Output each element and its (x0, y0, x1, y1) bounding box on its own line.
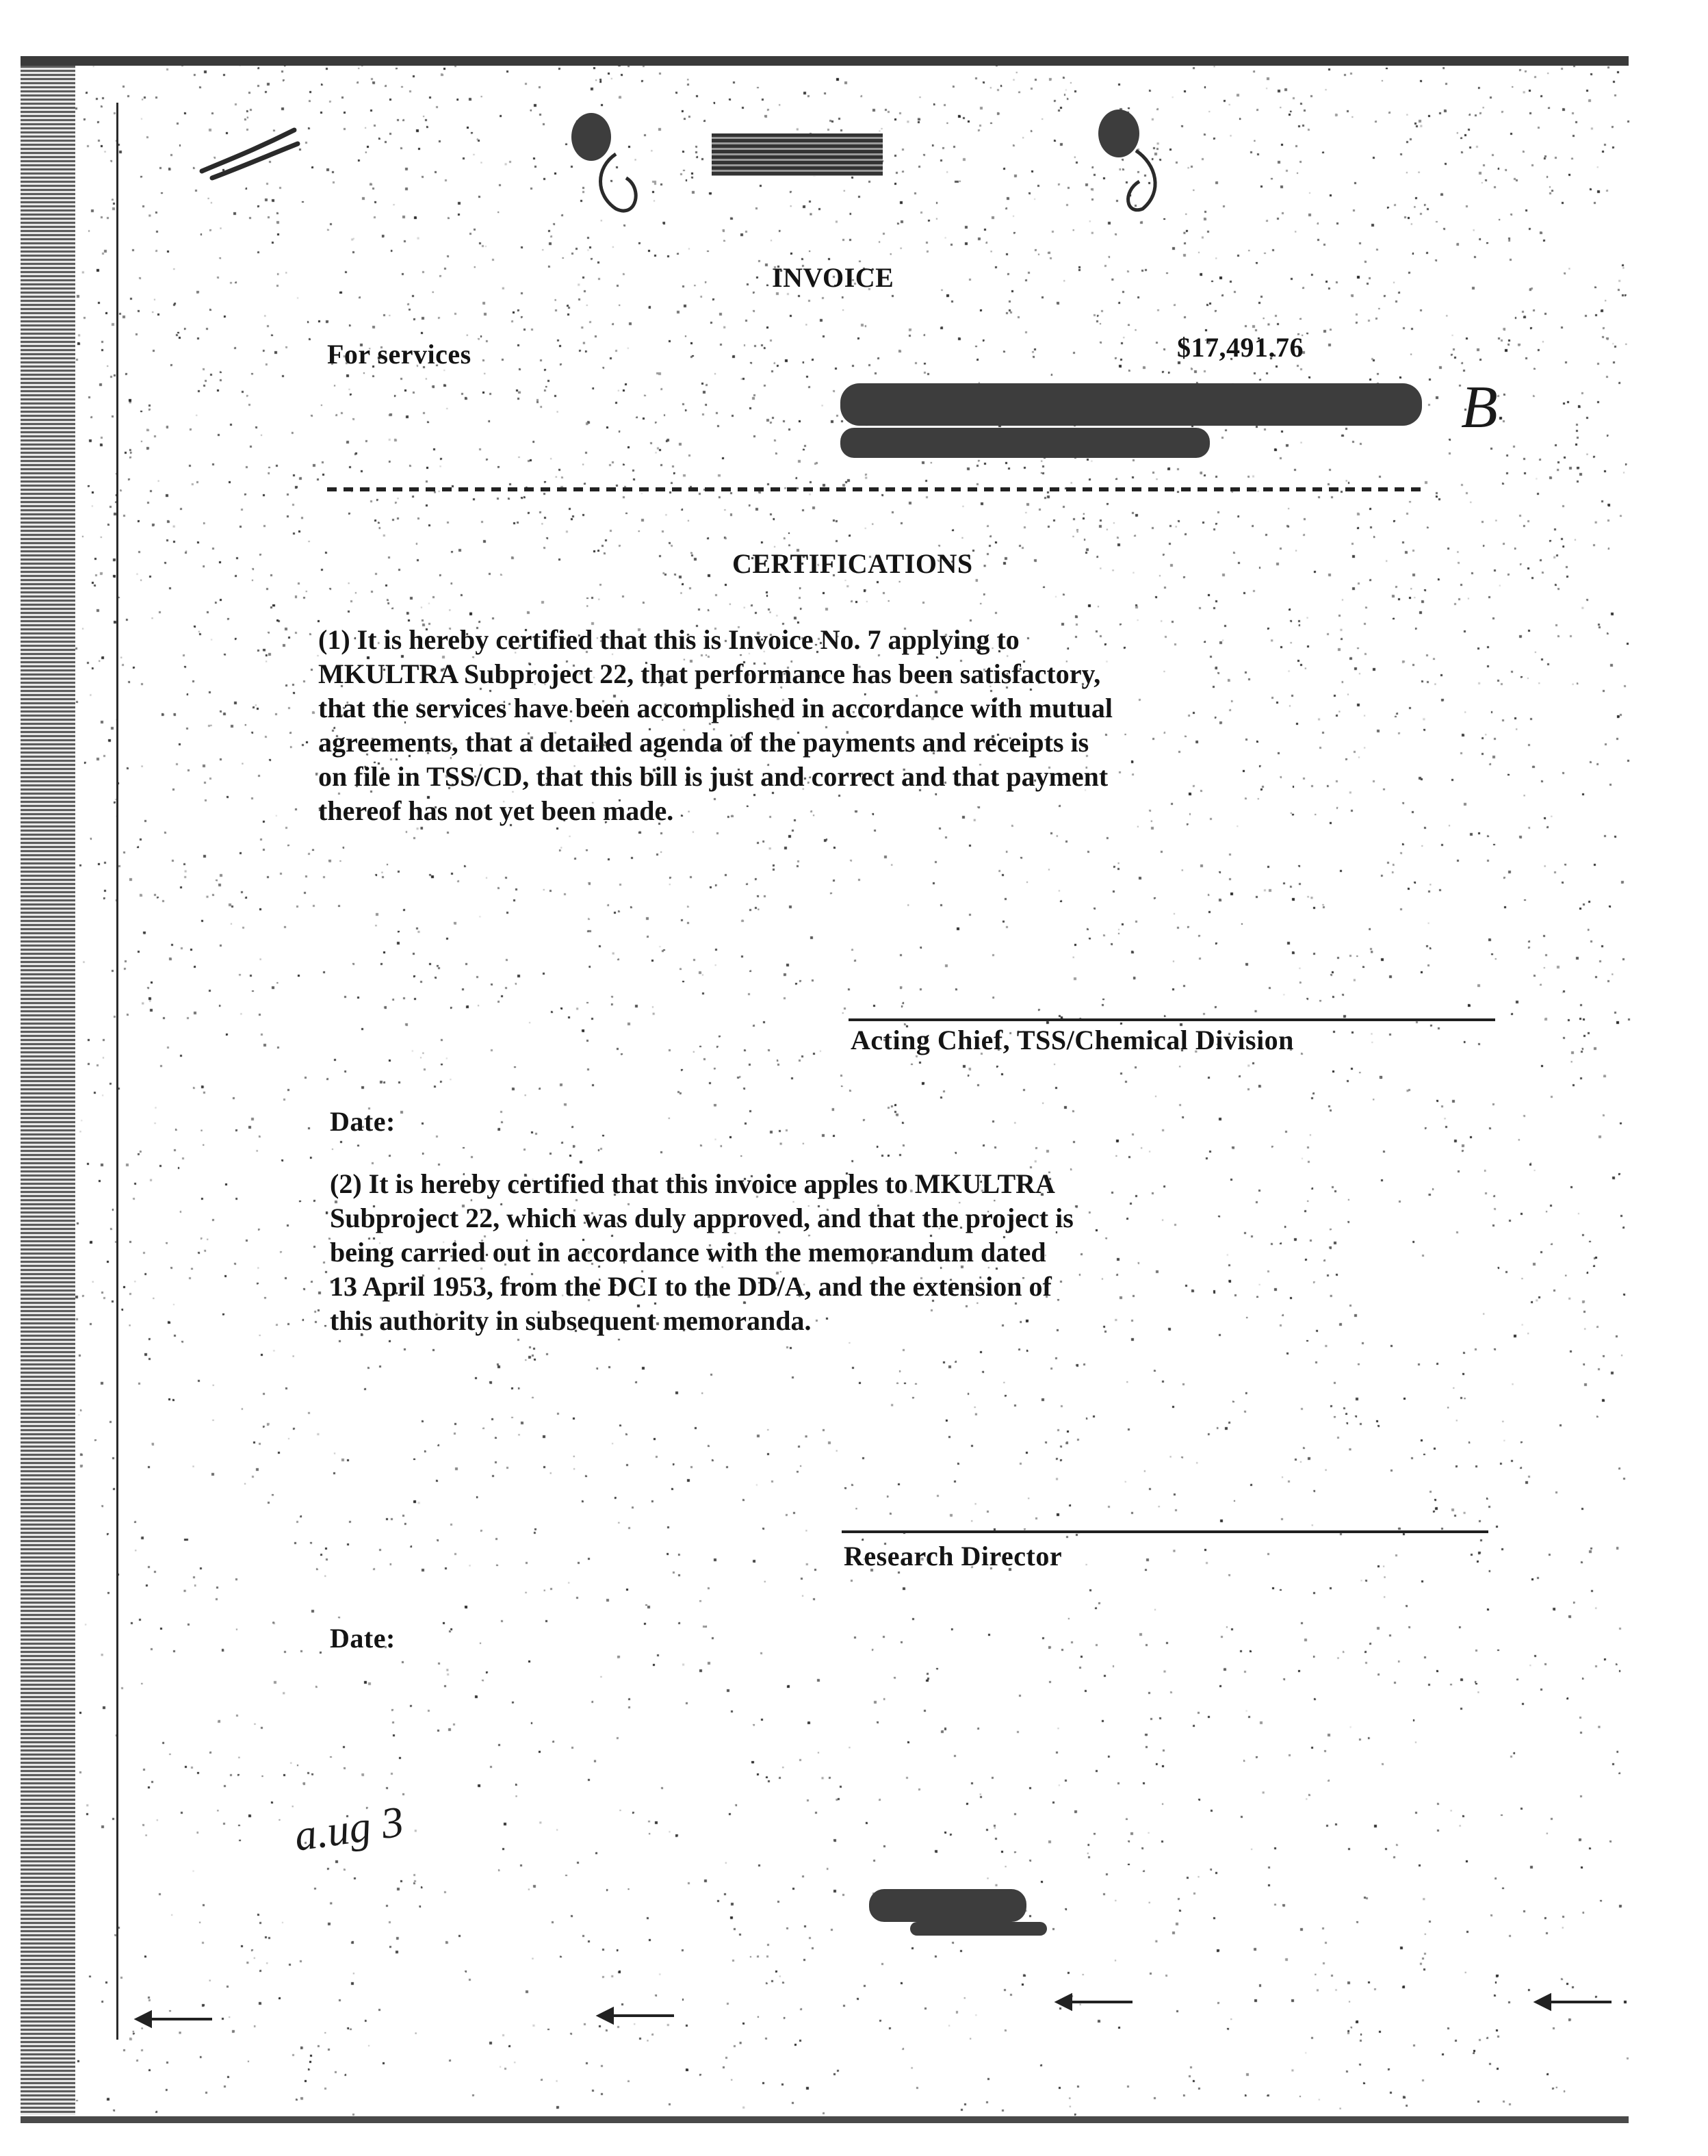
arrow-marker-icon (137, 2009, 219, 2029)
scan-bottom-edge (21, 2116, 1629, 2123)
handwritten-squiggle-left-icon (588, 147, 650, 222)
certification-1-line: agreements, that a detailed agenda of the payments and receipts is (318, 727, 1089, 758)
page-left-rule (116, 103, 118, 2040)
certification-1-line: MKULTRA Subproject 22, that performance has been satisfactory, (318, 658, 1101, 689)
signature-line-1 (849, 1018, 1495, 1021)
scan-top-edge (21, 56, 1629, 66)
scan-edge-strip (21, 62, 75, 2115)
certification-1-line: thereof has not yet been made. (318, 795, 674, 826)
date-label-2: Date: (330, 1623, 396, 1654)
invoice-amount: $17,491.76 (1177, 332, 1304, 363)
signature-title-1: Acting Chief, TSS/Chemical Division (851, 1025, 1294, 1055)
redaction-exemption-mark: B (1461, 374, 1498, 441)
handwritten-note: a.ug 3 (291, 1797, 407, 1860)
payee-redaction-line-2 (840, 428, 1210, 458)
certification-2-line: 13 April 1953, from the DCI to the DD/A, and the extension of (330, 1271, 1052, 1302)
certification-2-text (330, 1167, 1074, 1338)
services-label: For services (327, 339, 471, 370)
date-label-1: Date: (330, 1106, 396, 1137)
payee-redaction (840, 383, 1422, 426)
handwritten-scribble-icon (198, 123, 301, 185)
certification-1-line: (1) It is hereby certified that this is Invoice No. 7 applying to (318, 624, 1020, 655)
certification-2-line: (2) It is hereby certified that this invoice apples to MKULTRA (330, 1168, 1055, 1199)
section-divider (327, 487, 1425, 491)
certification-2-line: this authority in subsequent memoranda. (330, 1305, 812, 1336)
certification-1-line: that the services have been accomplished in accordance with mutual (318, 693, 1113, 723)
invoice-title: INVOICE (772, 262, 894, 293)
signature-title-2: Research Director (844, 1541, 1063, 1571)
arrow-marker-icon (1536, 1992, 1618, 2012)
arrow-marker-icon (599, 2005, 681, 2026)
certification-2-line: Subproject 22, which was duly approved, and that the project is (330, 1203, 1074, 1233)
certification-2-line: being carried out in accordance with the memorandum dated (330, 1237, 1046, 1268)
header-redaction (712, 133, 883, 176)
handwritten-squiggle-right-icon (1115, 144, 1177, 219)
signature-line-2 (842, 1530, 1488, 1533)
certification-1-line: on file in TSS/CD, that this bill is just and correct and that payment (318, 761, 1109, 792)
bottom-redaction-tail (910, 1922, 1047, 1936)
certifications-title: CERTIFICATIONS (732, 548, 973, 579)
arrow-marker-icon (1057, 1992, 1139, 2012)
certification-1-text (318, 623, 1113, 828)
bottom-redaction (869, 1889, 1026, 1922)
